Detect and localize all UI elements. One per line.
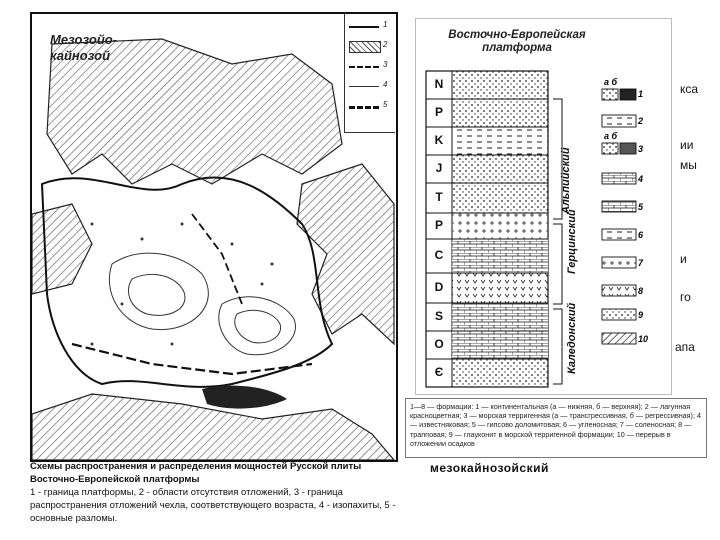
pattern-num-9: 9	[638, 310, 644, 320]
map-caption	[30, 460, 396, 525]
period-J: J	[435, 161, 443, 175]
pattern-num-6: 6	[638, 230, 644, 240]
period-K: K	[434, 133, 444, 147]
legend-num-4: 4	[383, 80, 388, 89]
pattern-num-4: 4	[638, 174, 644, 184]
pattern-num-7: 7	[638, 258, 644, 268]
fragment-text-5: го	[680, 290, 691, 304]
isopach-3	[219, 297, 296, 355]
period-Cambrian: Є	[434, 365, 444, 379]
column-title: Восточно-Европейская платформа	[448, 29, 586, 54]
hatched-area-west	[32, 204, 92, 294]
fragment-text-1: кса	[680, 82, 699, 96]
layer-T	[452, 183, 548, 213]
fragment-text-4: и	[680, 252, 687, 266]
legend-row-3	[349, 58, 393, 74]
legend-row-2	[349, 38, 393, 54]
layer-S	[452, 303, 548, 331]
isopach-4	[235, 310, 281, 343]
period-O: O	[434, 337, 444, 351]
isopach-2	[128, 274, 184, 315]
period-N: N	[434, 77, 444, 91]
period-S: S	[434, 309, 443, 323]
fragment-text-3: мы	[680, 158, 697, 172]
layer-P-upper	[452, 99, 548, 127]
legend-row-1	[349, 18, 393, 34]
legend-row-5	[349, 98, 393, 114]
layer-J	[452, 155, 548, 183]
bottom-caption: мезокайнозойский	[430, 461, 549, 475]
platform-boundary	[42, 178, 332, 387]
period-P-lower: P	[434, 218, 443, 232]
map-caption-title: Схемы распространения и распределения мощностей Русской плиты Восточно-Европейской платформы	[30, 461, 362, 485]
formation-legend-box	[405, 398, 707, 458]
ab-label-2: а б	[604, 131, 618, 141]
map-caption-text: 1 - граница платформы, 2 - области отсутствия отложений, 3 - граница распространения отложений чехла, соответствующего возраста, 4 - изопахиты, 5 - основные разломы.	[30, 487, 396, 524]
pattern-num-8: 8	[638, 286, 644, 296]
ab-label-1: а б	[604, 77, 618, 87]
fragment-text-6: апа	[675, 340, 695, 354]
pattern-num-1: 1	[638, 89, 644, 99]
hercynian-bracket	[553, 224, 562, 304]
legend-num-1: 1	[383, 20, 388, 29]
layer-C	[452, 239, 548, 273]
period-P-upper: P	[434, 105, 443, 119]
period-T: T	[435, 190, 443, 204]
sea-area	[202, 386, 287, 409]
hercynian-label: Герцинский	[566, 209, 578, 274]
layer-D	[452, 273, 548, 303]
caledonian-label: Каледонский	[566, 302, 578, 374]
legend-num-3: 3	[383, 60, 388, 69]
caledonian-bracket	[553, 309, 562, 384]
formation-legend-text: 1—8 — формации: 1 — континентальная (а — нижняя, б — верхняя); 2 — лагунная красноцветная; 3 — морская терригенная (а — трансгрессивная, б — регрессивная); 4 — известняковая; 5 — гипсово доломитовая; 6 — угленосная; 7 — соленосная; 8 — трапповая; 9 — глауконит в морской терригенной формации; 10 — перерыв в отложении осадков	[410, 402, 701, 448]
layer-Cambrian	[452, 359, 548, 387]
legend-num-2: 2	[383, 40, 388, 49]
period-C: C	[434, 248, 444, 262]
pattern-num-10: 10	[638, 334, 649, 344]
map-panel	[30, 12, 398, 462]
fragment-text-2: ии	[680, 138, 694, 152]
map-drawing	[32, 14, 396, 460]
map-place-marks	[91, 223, 274, 346]
period-D: D	[434, 280, 444, 294]
fault-line-2	[192, 214, 242, 304]
map-legend	[344, 14, 395, 133]
stratigraphic-column-panel: Восточно-Европейская платформа N P K J T P C D S O Є Альпийский Герцинский Каледонский 1 2 3 4 5 6 7 8 9 10 а б а б	[415, 18, 672, 395]
pattern-num-3: 3	[638, 144, 644, 154]
isopach-1	[109, 253, 208, 329]
stratigraphic-column-drawing	[416, 19, 671, 394]
pattern-num-5: 5	[638, 202, 644, 212]
pattern-legend	[602, 89, 636, 344]
layer-P-lower	[452, 213, 548, 239]
legend-row-4	[349, 78, 393, 94]
hatched-area-east	[297, 164, 394, 344]
layer-N	[452, 71, 548, 99]
layer-O	[452, 331, 548, 359]
pattern-num-2: 2	[638, 116, 644, 126]
fault-line-1	[72, 344, 312, 374]
legend-num-5: 5	[383, 100, 388, 109]
map-title: Мезозойо-кайнозой	[50, 32, 118, 63]
layer-K	[452, 127, 548, 155]
